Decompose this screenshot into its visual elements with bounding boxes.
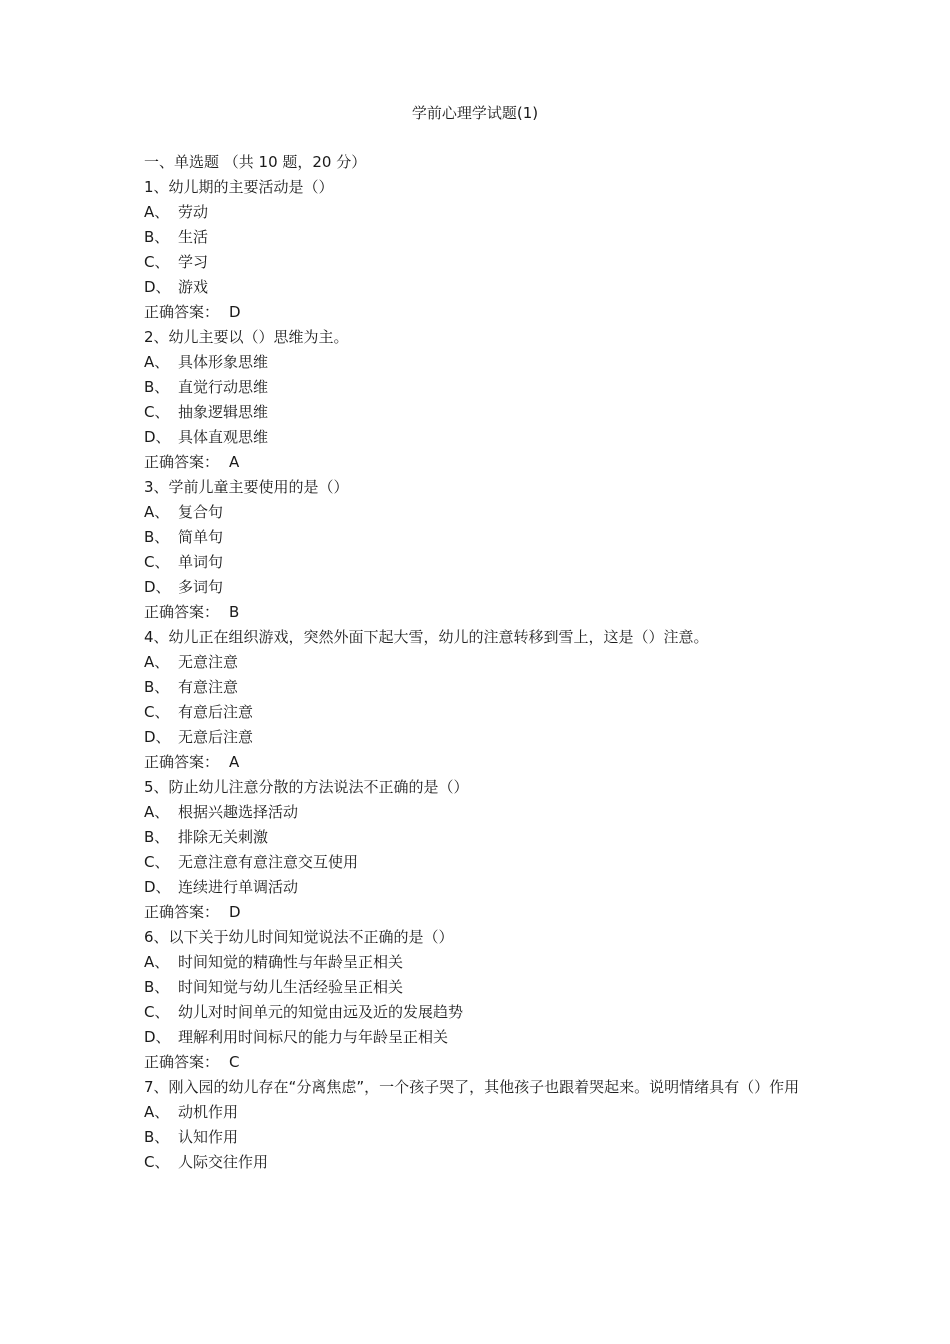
option-letter: A、 bbox=[144, 503, 170, 521]
question-stem: 2、幼儿主要以（）思维为主。 bbox=[144, 328, 349, 346]
option-text: 无意后注意 bbox=[178, 728, 254, 746]
document-title: 学前心理学试题(1) bbox=[411, 104, 539, 122]
option-letter: B、 bbox=[144, 678, 170, 696]
option-letter: B、 bbox=[144, 828, 170, 846]
option-letter: D、 bbox=[144, 428, 171, 446]
option-letter: D、 bbox=[144, 1028, 171, 1046]
option-text: 直觉行动思维 bbox=[178, 378, 269, 396]
option-text: 具体直观思维 bbox=[178, 428, 269, 446]
option-text: 游戏 bbox=[178, 278, 209, 296]
answer-option bbox=[144, 875, 824, 900]
answer-option bbox=[144, 400, 824, 425]
option-text: 认知作用 bbox=[178, 1128, 239, 1146]
answer-option bbox=[144, 425, 824, 450]
option-letter: A、 bbox=[144, 203, 170, 221]
correct-answer bbox=[144, 900, 824, 925]
option-letter: B、 bbox=[144, 228, 170, 246]
answer-option bbox=[144, 1100, 824, 1125]
correct-answer bbox=[144, 450, 824, 475]
option-letter: B、 bbox=[144, 1128, 170, 1146]
option-text: 无意注意有意注意交互使用 bbox=[178, 853, 359, 871]
correct-answer-label: 正确答案： bbox=[144, 303, 220, 321]
answer-option bbox=[144, 1000, 824, 1025]
answer-option bbox=[144, 275, 824, 300]
question-stem: 5、防止幼儿注意分散的方法说法不正确的是（） bbox=[144, 778, 469, 796]
correct-answer-value: B bbox=[229, 603, 240, 621]
answer-option bbox=[144, 1125, 824, 1150]
correct-answer-value: C bbox=[229, 1053, 240, 1071]
answer-option bbox=[144, 725, 824, 750]
option-text: 抽象逻辑思维 bbox=[178, 403, 269, 421]
question-stem: 4、幼儿正在组织游戏，突然外面下起大雪，幼儿的注意转移到雪上，这是（）注意。 bbox=[144, 628, 709, 646]
option-letter: D、 bbox=[144, 878, 171, 896]
option-text: 幼儿对时间单元的知觉由远及近的发展趋势 bbox=[178, 1003, 464, 1021]
answer-option bbox=[144, 800, 824, 825]
correct-answer-value: D bbox=[229, 903, 241, 921]
answer-option bbox=[144, 850, 824, 875]
answer-option bbox=[144, 250, 824, 275]
option-text: 理解利用时间标尺的能力与年龄呈正相关 bbox=[178, 1028, 449, 1046]
option-text: 单词句 bbox=[178, 553, 224, 571]
option-text: 多词句 bbox=[178, 578, 224, 596]
answer-option bbox=[144, 700, 824, 725]
option-text: 复合句 bbox=[178, 503, 224, 521]
answer-option bbox=[144, 950, 824, 975]
question-stem: 1、幼儿期的主要活动是（） bbox=[144, 178, 334, 196]
answer-option bbox=[144, 1150, 824, 1175]
option-letter: A、 bbox=[144, 353, 170, 371]
option-letter: A、 bbox=[144, 653, 170, 671]
option-text: 根据兴趣选择活动 bbox=[178, 803, 299, 821]
option-text: 有意后注意 bbox=[178, 703, 254, 721]
correct-answer bbox=[144, 1050, 824, 1075]
option-text: 简单句 bbox=[178, 528, 224, 546]
answer-option bbox=[144, 350, 824, 375]
option-letter: D、 bbox=[144, 278, 171, 296]
option-text: 生活 bbox=[178, 228, 209, 246]
option-text: 有意注意 bbox=[178, 678, 239, 696]
answer-option bbox=[144, 675, 824, 700]
question-stem: 3、学前儿童主要使用的是（） bbox=[144, 478, 349, 496]
option-letter: C、 bbox=[144, 703, 170, 721]
correct-answer-label: 正确答案： bbox=[144, 903, 220, 921]
correct-answer bbox=[144, 750, 824, 775]
answer-option bbox=[144, 375, 824, 400]
option-letter: A、 bbox=[144, 803, 170, 821]
option-text: 连续进行单调活动 bbox=[178, 878, 299, 896]
correct-answer-value: D bbox=[229, 303, 241, 321]
answer-option bbox=[144, 525, 824, 550]
question-stem: 7、刚入园的幼儿存在“分离焦虑”，一个孩子哭了，其他孩子也跟着哭起来。说明情绪具有（）作用 bbox=[144, 1078, 800, 1096]
answer-option bbox=[144, 975, 824, 1000]
option-letter: A、 bbox=[144, 1103, 170, 1121]
correct-answer bbox=[144, 600, 824, 625]
correct-answer-label: 正确答案： bbox=[144, 753, 220, 771]
option-text: 人际交往作用 bbox=[178, 1153, 269, 1171]
option-letter: C、 bbox=[144, 553, 170, 571]
answer-option bbox=[144, 825, 824, 850]
option-letter: C、 bbox=[144, 1153, 170, 1171]
correct-answer-value: A bbox=[229, 453, 240, 471]
option-letter: B、 bbox=[144, 978, 170, 996]
option-letter: D、 bbox=[144, 728, 171, 746]
option-text: 学习 bbox=[178, 253, 209, 271]
option-text: 时间知觉的精确性与年龄呈正相关 bbox=[178, 953, 404, 971]
option-letter: C、 bbox=[144, 403, 170, 421]
correct-answer-value: A bbox=[229, 753, 240, 771]
answer-option bbox=[144, 650, 824, 675]
option-text: 时间知觉与幼儿生活经验呈正相关 bbox=[178, 978, 404, 996]
option-text: 具体形象思维 bbox=[178, 353, 269, 371]
option-letter: C、 bbox=[144, 1003, 170, 1021]
option-letter: A、 bbox=[144, 953, 170, 971]
answer-option bbox=[144, 200, 824, 225]
answer-option bbox=[144, 1025, 824, 1050]
correct-answer-label: 正确答案： bbox=[144, 1053, 220, 1071]
option-letter: B、 bbox=[144, 378, 170, 396]
option-text: 排除无关刺激 bbox=[178, 828, 269, 846]
answer-option bbox=[144, 575, 824, 600]
section-header: 一、单选题 （共 10 题，20 分） bbox=[144, 153, 367, 171]
answer-option bbox=[144, 225, 824, 250]
question-list bbox=[144, 150, 824, 1175]
option-text: 动机作用 bbox=[178, 1103, 239, 1121]
option-text: 无意注意 bbox=[178, 653, 239, 671]
option-letter: C、 bbox=[144, 853, 170, 871]
option-text: 劳动 bbox=[178, 203, 209, 221]
correct-answer-label: 正确答案： bbox=[144, 453, 220, 471]
question-stem: 6、以下关于幼儿时间知觉说法不正确的是（） bbox=[144, 928, 454, 946]
correct-answer-label: 正确答案： bbox=[144, 603, 220, 621]
option-letter: C、 bbox=[144, 253, 170, 271]
correct-answer bbox=[144, 300, 824, 325]
option-letter: B、 bbox=[144, 528, 170, 546]
answer-option bbox=[144, 550, 824, 575]
answer-option bbox=[144, 500, 824, 525]
option-letter: D、 bbox=[144, 578, 171, 596]
